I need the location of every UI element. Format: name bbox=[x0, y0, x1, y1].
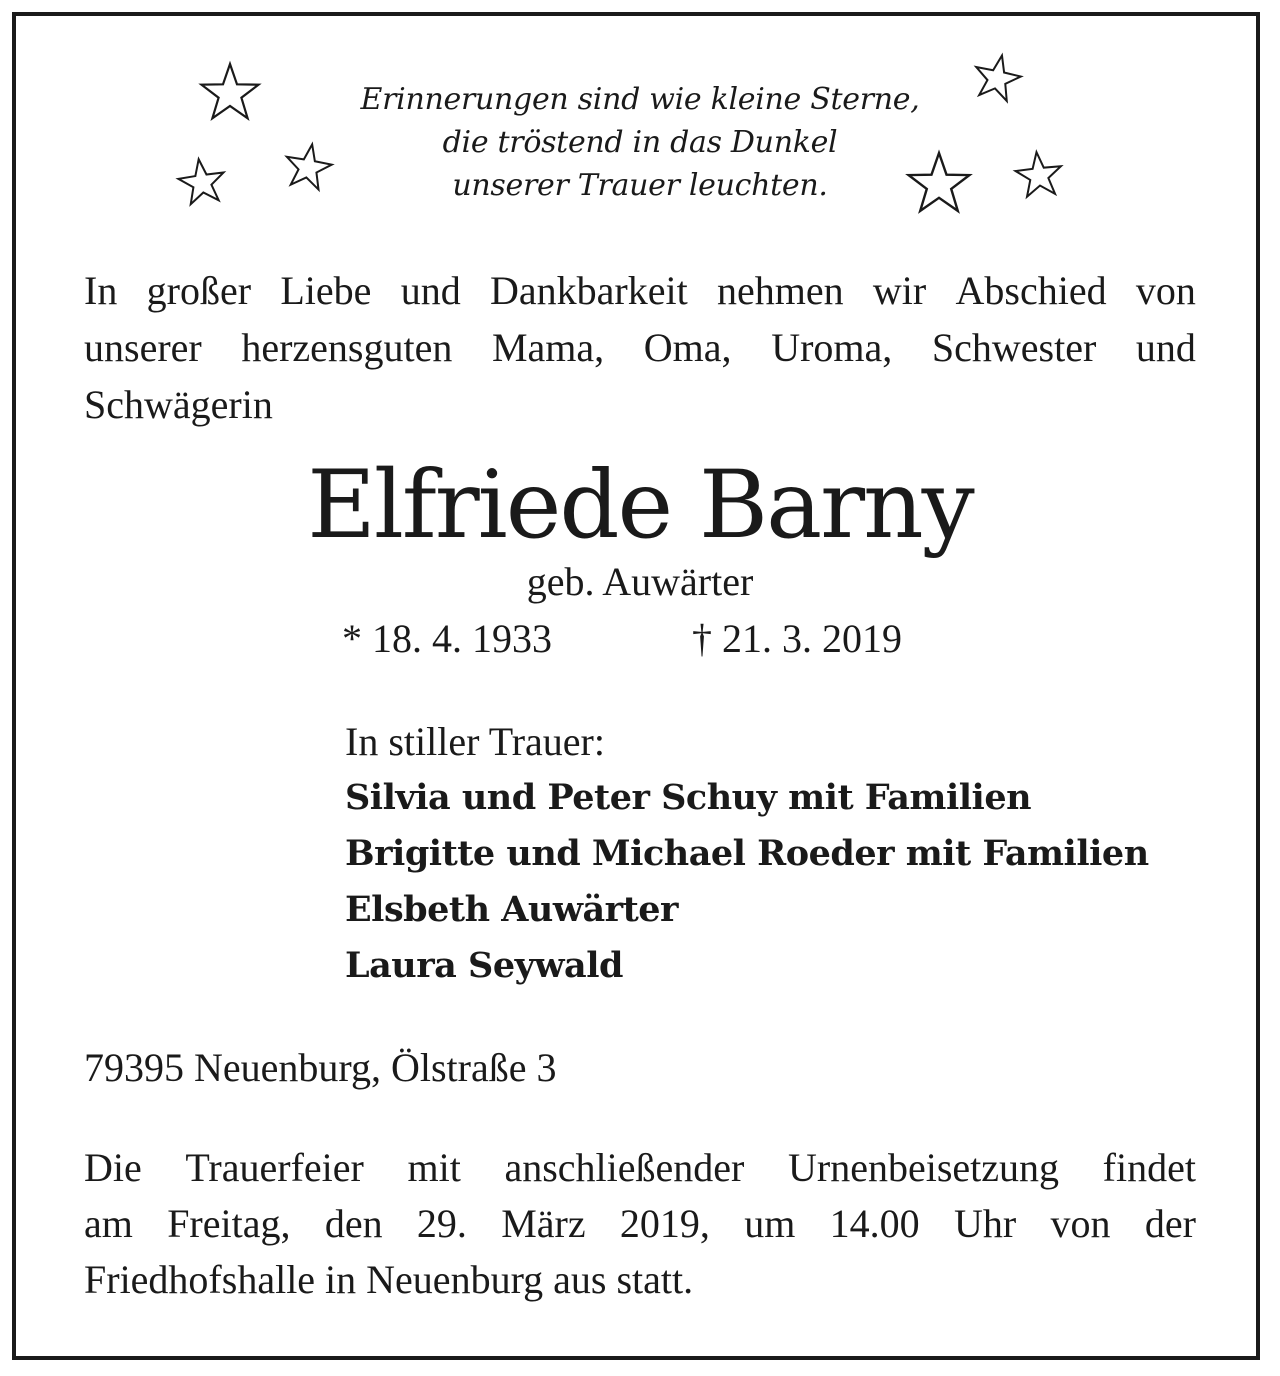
mourners-block bbox=[345, 714, 1245, 994]
word: herzensguten bbox=[241, 325, 453, 370]
maiden-name: geb. Auwärter bbox=[526, 559, 754, 604]
mourner-name: Laura Seywald bbox=[345, 945, 623, 986]
word: und bbox=[400, 268, 461, 313]
word: von bbox=[1050, 1201, 1111, 1246]
word: Oma, bbox=[643, 325, 732, 370]
word: am bbox=[84, 1201, 133, 1246]
word: nehmen bbox=[716, 268, 844, 313]
word: Trauerfeier bbox=[185, 1145, 364, 1190]
word: findet bbox=[1102, 1145, 1196, 1190]
word: März bbox=[501, 1201, 586, 1246]
word: den bbox=[324, 1201, 383, 1246]
ceremony-line-1 bbox=[84, 1140, 1196, 1196]
ceremony-line-2 bbox=[84, 1196, 1196, 1252]
star-icon bbox=[198, 63, 262, 125]
word: Mama, bbox=[491, 325, 605, 370]
birth-date: * 18. 4. 1933 bbox=[342, 616, 552, 661]
motto-line: unserer Trauer leuchten. bbox=[452, 168, 828, 203]
intro-paragraph bbox=[84, 262, 1196, 433]
family-address: 79395 Neuenburg, Ölstraße 3 bbox=[84, 1045, 557, 1090]
motto-verse bbox=[300, 78, 980, 207]
deceased-name: Elfriede Barny bbox=[307, 451, 973, 560]
mourner-name: Elsbeth Auwärter bbox=[345, 889, 678, 930]
death-date: † 21. 3. 2019 bbox=[692, 616, 902, 661]
word: Die bbox=[84, 1145, 142, 1190]
word: von bbox=[1135, 268, 1196, 313]
intro-line-3: Schwägerin bbox=[84, 382, 273, 427]
word: In bbox=[84, 268, 118, 313]
word: 2019, bbox=[619, 1201, 710, 1246]
motto-line: Erinnerungen sind wie kleine Sterne, bbox=[360, 82, 920, 117]
word: Uhr bbox=[953, 1201, 1017, 1246]
motto-line: die tröstend in das Dunkel bbox=[442, 125, 838, 160]
ceremony-paragraph bbox=[84, 1140, 1196, 1308]
word: großer bbox=[146, 268, 252, 313]
word: anschließender bbox=[504, 1145, 745, 1190]
word: und bbox=[1135, 325, 1196, 370]
mourner-name: Brigitte und Michael Roeder mit Familien bbox=[345, 833, 1149, 874]
mourners-label: In stiller Trauer: bbox=[345, 719, 605, 764]
ceremony-line-3: Friedhofshalle in Neuenburg aus statt. bbox=[84, 1257, 694, 1302]
word: Urnenbeisetzung bbox=[788, 1145, 1060, 1190]
word: 29. bbox=[416, 1201, 467, 1246]
word: um bbox=[744, 1201, 796, 1246]
word: der bbox=[1144, 1201, 1196, 1246]
intro-line-2 bbox=[84, 319, 1196, 376]
word: Schwester bbox=[931, 325, 1097, 370]
intro-line-1 bbox=[84, 262, 1196, 319]
word: Uroma, bbox=[771, 325, 893, 370]
word: mit bbox=[407, 1145, 461, 1190]
word: unserer bbox=[84, 325, 202, 370]
star-icon bbox=[1012, 150, 1066, 202]
word: Abschied bbox=[955, 268, 1107, 313]
word: wir bbox=[872, 268, 927, 313]
word: Liebe bbox=[280, 268, 372, 313]
word: Dankbarkeit bbox=[489, 268, 688, 313]
word: 14.00 bbox=[829, 1201, 920, 1246]
star-icon bbox=[173, 155, 231, 212]
word: Freitag, bbox=[167, 1201, 291, 1246]
mourner-name: Silvia und Peter Schuy mit Familien bbox=[345, 777, 1032, 818]
